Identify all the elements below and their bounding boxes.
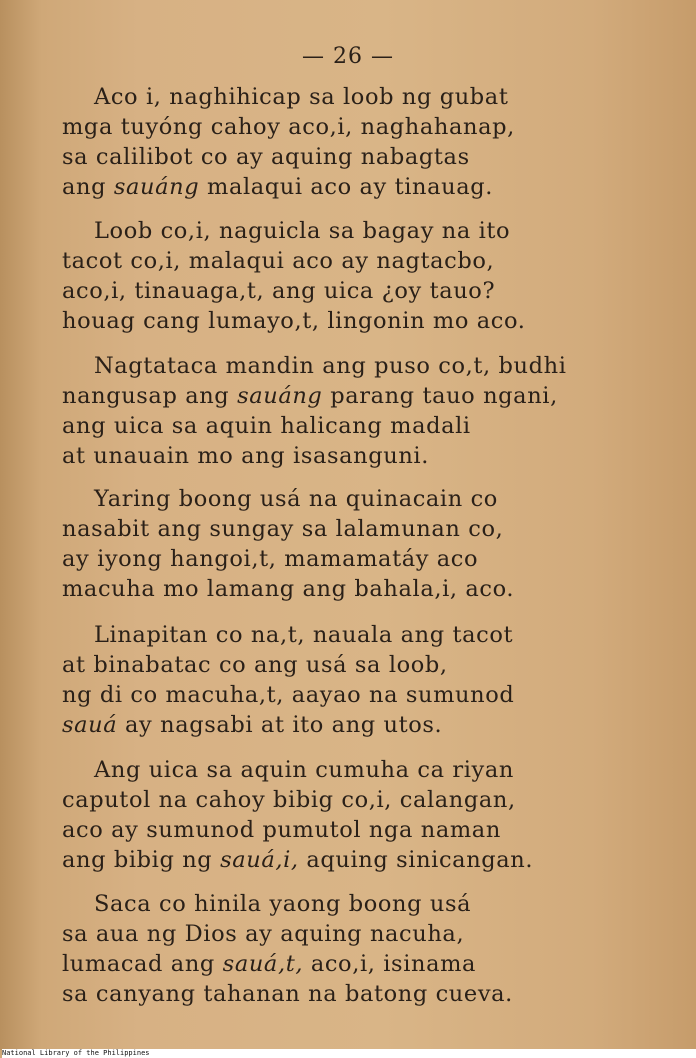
stanza-6: [62, 755, 682, 875]
verse-line: Linapitan co na,t, nauala ang tacot: [94, 622, 514, 648]
verse-line: Loob co,i, naguicla sa bagay na ito: [94, 218, 511, 244]
verse-line: Ang uica sa aquin cumuha ca riyan: [94, 757, 514, 783]
verse-line: sa canyang tahanan na batong cueva.: [62, 981, 513, 1007]
footer-credit: National Library of the Philippines: [2, 1049, 150, 1057]
verse-line: ang bibig ng sauá,i, aquing sinicangan.: [62, 847, 534, 873]
verse-line: caputol na cahoy bibig co,i, calangan,: [62, 787, 516, 813]
verse-line: mga tuyóng cahoy aco,i, naghahanap,: [62, 114, 515, 140]
stanza-5: [62, 620, 682, 740]
stanza-4: [62, 484, 682, 604]
verse-line: Saca co hinila yaong boong usá: [94, 891, 472, 917]
verse-line: sa aua ng Dios ay aquing nacuha,: [62, 921, 465, 947]
verse-line: aco ay sumunod pumutol nga naman: [62, 817, 501, 843]
footer-bar: [2, 1049, 696, 1058]
verse-line: ang uica sa aquin halicang madali: [62, 413, 471, 439]
verse-line: at binabatac co ang usá sa loob,: [62, 652, 448, 678]
verse-line: Aco i, naghihicap sa loob ng gubat: [94, 84, 509, 110]
stanza-7: [62, 889, 682, 1009]
stanza-2: [62, 216, 682, 336]
verse-line: at unauain mo ang isasanguni.: [62, 443, 429, 469]
page-number: — 26 —: [302, 44, 394, 69]
verse-line: Nagtataca mandin ang puso co,t, budhi: [94, 353, 567, 379]
stanza-1: [62, 82, 682, 202]
verse-line: tacot co,i, malaqui aco ay nagtacbo,: [62, 248, 495, 274]
verse-line: nangusap ang sauáng parang tauo ngani,: [62, 383, 558, 409]
verse-line: ng di co macuha,t, aayao na sumunod: [62, 682, 515, 708]
verse-line: houag cang lumayo,t, lingonin mo aco.: [62, 308, 526, 334]
verse-line: aco,i, tinauaga,t, ang uica ¿oy tauo?: [62, 278, 496, 304]
verse-line: macuha mo lamang ang bahala,i, aco.: [62, 576, 515, 602]
verse-line: sauá ay nagsabi at ito ang utos.: [62, 712, 443, 738]
verse-line: sa calilibot co ay aquing nabagtas: [62, 144, 470, 170]
stanza-3: [62, 351, 682, 471]
verse-line: lumacad ang sauá,t, aco,i, isinama: [62, 951, 477, 977]
verse-line: Yaring boong usá na quinacain co: [94, 486, 498, 512]
verse-line: ang sauáng malaqui aco ay tinauag.: [62, 174, 493, 200]
verse-line: ay iyong hangoi,t, mamamatáy aco: [62, 546, 479, 572]
verse-line: nasabit ang sungay sa lalamunan co,: [62, 516, 504, 542]
